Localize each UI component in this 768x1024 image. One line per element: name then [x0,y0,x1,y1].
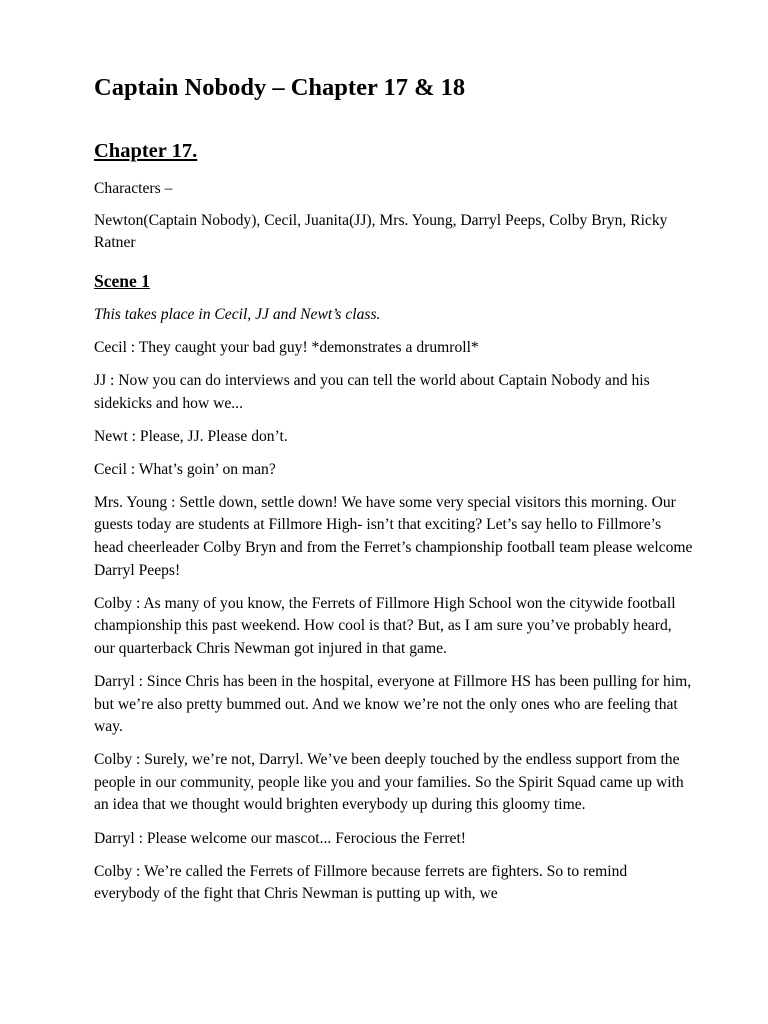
characters-list: Newton(Captain Nobody), Cecil, Juanita(JJ), Mrs. Young, Darryl Peeps, Colby Bryn, Ricky Ratner [94,211,668,252]
document-page [94,70,694,906]
dialogue-line: Newt : Please, JJ. Please don’t. [94,427,288,445]
document-title: Captain Nobody – Chapter 17 & 18 [94,74,466,101]
chapter-heading: Chapter 17. [94,140,198,162]
dialogue-line: JJ : Now you can do interviews and you can tell the world about Captain Nobody and his sidekicks and how we... [94,371,650,412]
stage-direction: This takes place in Cecil, JJ and Newt’s class. [94,305,381,323]
scene-heading: Scene 1 [94,270,150,291]
dialogue-line: Cecil : What’s goin’ on man? [94,460,276,478]
dialogue-line: Colby : Surely, we’re not, Darryl. We’ve been deeply touched by the endless support from the people in our community, people like you and your families. So the Spirit Squad came up with an idea that we thought would brighten everybody up during this gloomy time. [94,751,684,814]
dialogue-line: Darryl : Since Chris has been in the hospital, everyone at Fillmore HS has been pulling for him, but we’re also pretty bummed out. And we know we’re not the only ones who are feeling that way. [94,673,692,736]
characters-label: Characters – [94,180,173,197]
dialogue-line: Darryl : Please welcome our mascot... Ferocious the Ferret! [94,829,466,847]
dialogue-line: Cecil : They caught your bad guy! *demonstrates a drumroll* [94,338,479,356]
dialogue-line: Colby : As many of you know, the Ferrets of Fillmore High School won the citywide football championship this past weekend. How cool is that? But, as I am sure you’ve probably heard, our quarterback Chris Newman got injured in that game. [94,594,676,657]
dialogue-line: Colby : We’re called the Ferrets of Fillmore because ferrets are fighters. So to remind everybody of the fight that Chris Newman is putting up with, we [94,862,628,903]
dialogue-line: Mrs. Young : Settle down, settle down! We have some very special visitors this morning. Our guests today are students at Fillmore High- isn’t that exciting? Let’s say hello to Fillmore’s head cheerleader Colby Bryn and from the Ferret’s championship football team please welcome Darryl Peeps! [94,493,693,579]
